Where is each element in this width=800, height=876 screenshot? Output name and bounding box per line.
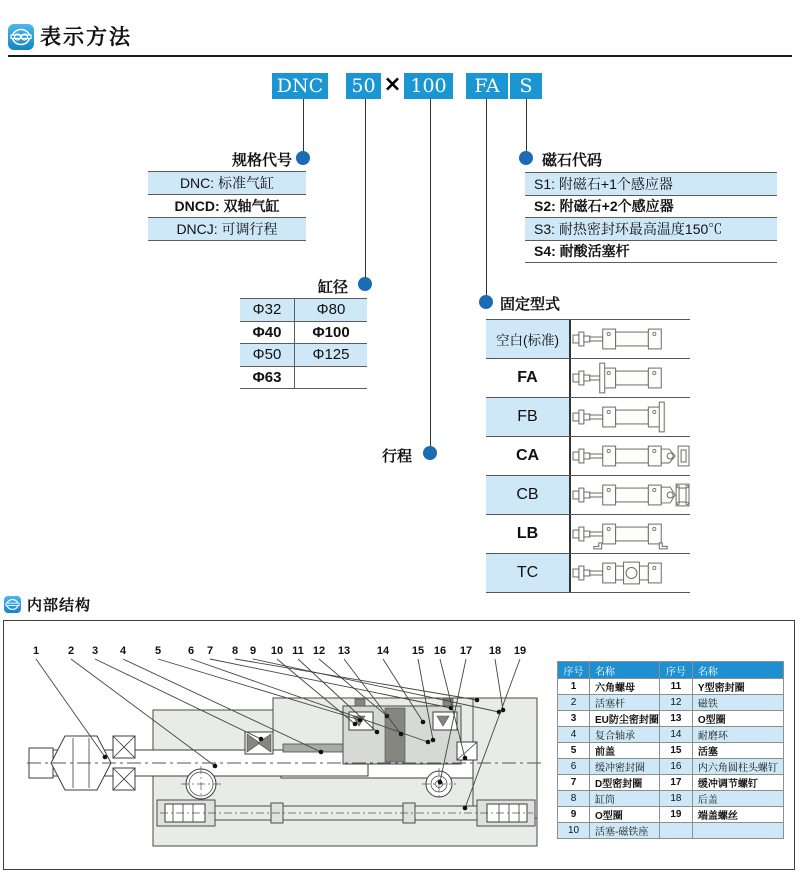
table-cell: Φ50 bbox=[240, 344, 295, 366]
callout-number: 9 bbox=[249, 645, 257, 657]
table-cell: Φ40 bbox=[240, 322, 295, 344]
leader-line-bore bbox=[365, 99, 366, 278]
label-bore: 缸径 bbox=[318, 279, 349, 296]
mount-row-blank bbox=[486, 320, 690, 359]
table-cell: Φ63 bbox=[240, 367, 295, 389]
table-cell: 后盖 bbox=[692, 791, 783, 807]
table-cell: 11 bbox=[659, 679, 692, 695]
mount-row-ca bbox=[486, 437, 690, 476]
table-cell: 5 bbox=[558, 743, 590, 759]
table-cell: 前盖 bbox=[590, 743, 660, 759]
mount-type-schematic-icon bbox=[571, 554, 690, 592]
leader-line-magnet bbox=[526, 99, 527, 152]
multiply-sign: × bbox=[383, 72, 402, 97]
header-rule bbox=[8, 55, 792, 57]
callout-number: 11 bbox=[292, 645, 304, 657]
table-cell: 16 bbox=[659, 759, 692, 775]
table-row bbox=[558, 695, 784, 711]
callout-number: 16 bbox=[433, 645, 447, 657]
callout-number: 18 bbox=[488, 645, 502, 657]
callout-number: 7 bbox=[206, 645, 214, 657]
dot-stroke bbox=[423, 446, 437, 460]
label-mount: 固定型式 bbox=[500, 296, 561, 313]
parts-header-row bbox=[558, 662, 784, 679]
code-box-magnet: S bbox=[510, 73, 542, 99]
callout-number: 8 bbox=[231, 645, 239, 657]
table-row: S2: 附磁石+2个感应器 bbox=[525, 196, 777, 219]
mount-type-label: LB bbox=[486, 515, 571, 553]
parts-header-cell: 名称 bbox=[590, 662, 660, 679]
mount-row-cb bbox=[486, 476, 690, 515]
mount-row-fb bbox=[486, 398, 690, 437]
table-cell: 3 bbox=[558, 711, 590, 727]
dot-spec bbox=[296, 151, 310, 165]
table-cell: 内六角圆柱头螺钉 bbox=[692, 759, 783, 775]
table-cell: Φ100 bbox=[312, 323, 350, 341]
section-title-internal-structure: 内部结构 bbox=[27, 597, 92, 614]
table-cell: 六角螺母 bbox=[590, 679, 660, 695]
page-title: 表示方法 bbox=[40, 26, 132, 49]
table-cell: 4 bbox=[558, 727, 590, 743]
table-cell bbox=[692, 823, 783, 839]
table-row: DNCJ: 可调行程 bbox=[148, 218, 306, 241]
table-cell: 1 bbox=[558, 679, 590, 695]
callout-number: 3 bbox=[91, 645, 99, 657]
table-cell: 14 bbox=[659, 727, 692, 743]
mount-type-schematic-icon bbox=[571, 320, 690, 358]
table-cell: 8 bbox=[558, 791, 590, 807]
table-row: DNC: 标准气缸 bbox=[148, 172, 306, 195]
callout-number: 6 bbox=[187, 645, 195, 657]
code-box-mount: FA bbox=[466, 73, 508, 99]
mount-type-label: CA bbox=[486, 437, 571, 475]
table-cell: 磁铁 bbox=[692, 695, 783, 711]
table-cell: 复合轴承 bbox=[590, 727, 660, 743]
table-cell: O型圈 bbox=[692, 711, 783, 727]
table-cell: 缓冲调节螺钉 bbox=[692, 775, 783, 791]
table-cell: 活塞 bbox=[692, 743, 783, 759]
code-box-stroke: 100 bbox=[404, 73, 453, 99]
callout-number: 14 bbox=[376, 645, 390, 657]
leader-line-stroke bbox=[430, 99, 431, 447]
callout-number: 1 bbox=[32, 645, 40, 657]
dot-mount bbox=[479, 295, 493, 309]
table-row bbox=[240, 344, 367, 367]
mount-row-fa bbox=[486, 359, 690, 398]
leader-line-spec bbox=[303, 99, 304, 152]
table-row bbox=[240, 367, 367, 390]
callout-number: 17 bbox=[459, 645, 473, 657]
table-cell: 7 bbox=[558, 775, 590, 791]
table-cell: 19 bbox=[659, 807, 692, 823]
table-cell: 活塞杆 bbox=[590, 695, 660, 711]
magnet-code-table bbox=[525, 172, 777, 263]
mount-type-schematic-icon bbox=[571, 398, 690, 436]
table-cell: Φ80 bbox=[316, 301, 346, 319]
bore-table bbox=[240, 298, 367, 389]
table-cell: 6 bbox=[558, 759, 590, 775]
table-cell: 10 bbox=[558, 823, 590, 839]
mount-type-schematic-icon bbox=[571, 359, 690, 397]
table-row bbox=[558, 823, 784, 839]
mount-type-table bbox=[486, 319, 690, 593]
mount-type-label: FA bbox=[486, 359, 571, 397]
mount-type-schematic-icon bbox=[571, 437, 690, 475]
mount-type-schematic-icon bbox=[571, 515, 690, 553]
code-box-series: DNC bbox=[272, 73, 328, 99]
mount-type-label: CB bbox=[486, 476, 571, 514]
code-box-bore: 50 bbox=[346, 73, 381, 99]
table-cell: 耐磨环 bbox=[692, 727, 783, 743]
table-cell: 活塞-磁铁座 bbox=[590, 823, 660, 839]
cylinder-cross-section-diagram bbox=[25, 638, 545, 860]
mount-row-lb bbox=[486, 515, 690, 554]
table-row bbox=[558, 791, 784, 807]
table-cell bbox=[659, 823, 692, 839]
table-row bbox=[558, 759, 784, 775]
label-spec: 规格代号 bbox=[232, 152, 293, 169]
table-cell: 12 bbox=[659, 695, 692, 711]
table-row: S4: 耐酸活塞杆 bbox=[525, 241, 777, 264]
parts-header-cell: 名称 bbox=[692, 662, 783, 679]
callout-number: 15 bbox=[411, 645, 425, 657]
label-stroke: 行程 bbox=[382, 448, 413, 465]
table-cell: 2 bbox=[558, 695, 590, 711]
table-row bbox=[558, 679, 784, 695]
callout-number: 5 bbox=[154, 645, 162, 657]
table-cell: 端盖螺丝 bbox=[692, 807, 783, 823]
callout-number: 10 bbox=[270, 645, 284, 657]
table-cell: 17 bbox=[659, 775, 692, 791]
parts-header-cell: 序号 bbox=[659, 662, 692, 679]
parts-header-cell: 序号 bbox=[558, 662, 590, 679]
leader-line-mount bbox=[486, 99, 487, 295]
dot-magnet bbox=[519, 151, 533, 165]
table-cell: 18 bbox=[659, 791, 692, 807]
table-cell: EU防尘密封圈 bbox=[590, 711, 660, 727]
parts-list-table bbox=[557, 661, 784, 839]
brand-logo-icon bbox=[8, 24, 34, 50]
mount-type-label: FB bbox=[486, 398, 571, 436]
table-cell: 15 bbox=[659, 743, 692, 759]
table-row bbox=[558, 743, 784, 759]
brand-logo-icon-small bbox=[4, 596, 21, 613]
dot-bore bbox=[358, 277, 372, 291]
table-cell bbox=[295, 367, 367, 389]
callout-number: 19 bbox=[513, 645, 527, 657]
table-cell: 9 bbox=[558, 807, 590, 823]
table-row bbox=[558, 807, 784, 823]
table-cell: Φ125 bbox=[312, 346, 350, 364]
table-row bbox=[558, 711, 784, 727]
table-cell: O型圈 bbox=[590, 807, 660, 823]
mount-type-schematic-icon bbox=[571, 476, 690, 514]
table-cell: 缸筒 bbox=[590, 791, 660, 807]
callout-number: 12 bbox=[312, 645, 326, 657]
table-cell: Y型密封圈 bbox=[692, 679, 783, 695]
table-cell: Φ32 bbox=[240, 299, 295, 321]
table-cell: 13 bbox=[659, 711, 692, 727]
table-row bbox=[240, 299, 367, 322]
callout-number: 2 bbox=[67, 645, 75, 657]
callout-number: 13 bbox=[337, 645, 351, 657]
table-row: DNCD: 双轴气缸 bbox=[148, 195, 306, 218]
spec-code-table bbox=[148, 171, 306, 241]
label-magnet: 磁石代码 bbox=[542, 152, 603, 169]
mount-type-label: TC bbox=[486, 554, 571, 592]
table-row: S3: 耐热密封环最高温度150℃ bbox=[525, 218, 777, 241]
callout-number: 4 bbox=[119, 645, 127, 657]
table-row bbox=[240, 322, 367, 345]
mount-row-tc bbox=[486, 554, 690, 593]
table-row: S1: 附磁石+1个感应器 bbox=[525, 173, 777, 196]
mount-type-label: 空白(标准) bbox=[486, 320, 571, 358]
table-cell: 缓冲密封圈 bbox=[590, 759, 660, 775]
table-row bbox=[558, 727, 784, 743]
table-cell: D型密封圈 bbox=[590, 775, 660, 791]
table-row bbox=[558, 775, 784, 791]
